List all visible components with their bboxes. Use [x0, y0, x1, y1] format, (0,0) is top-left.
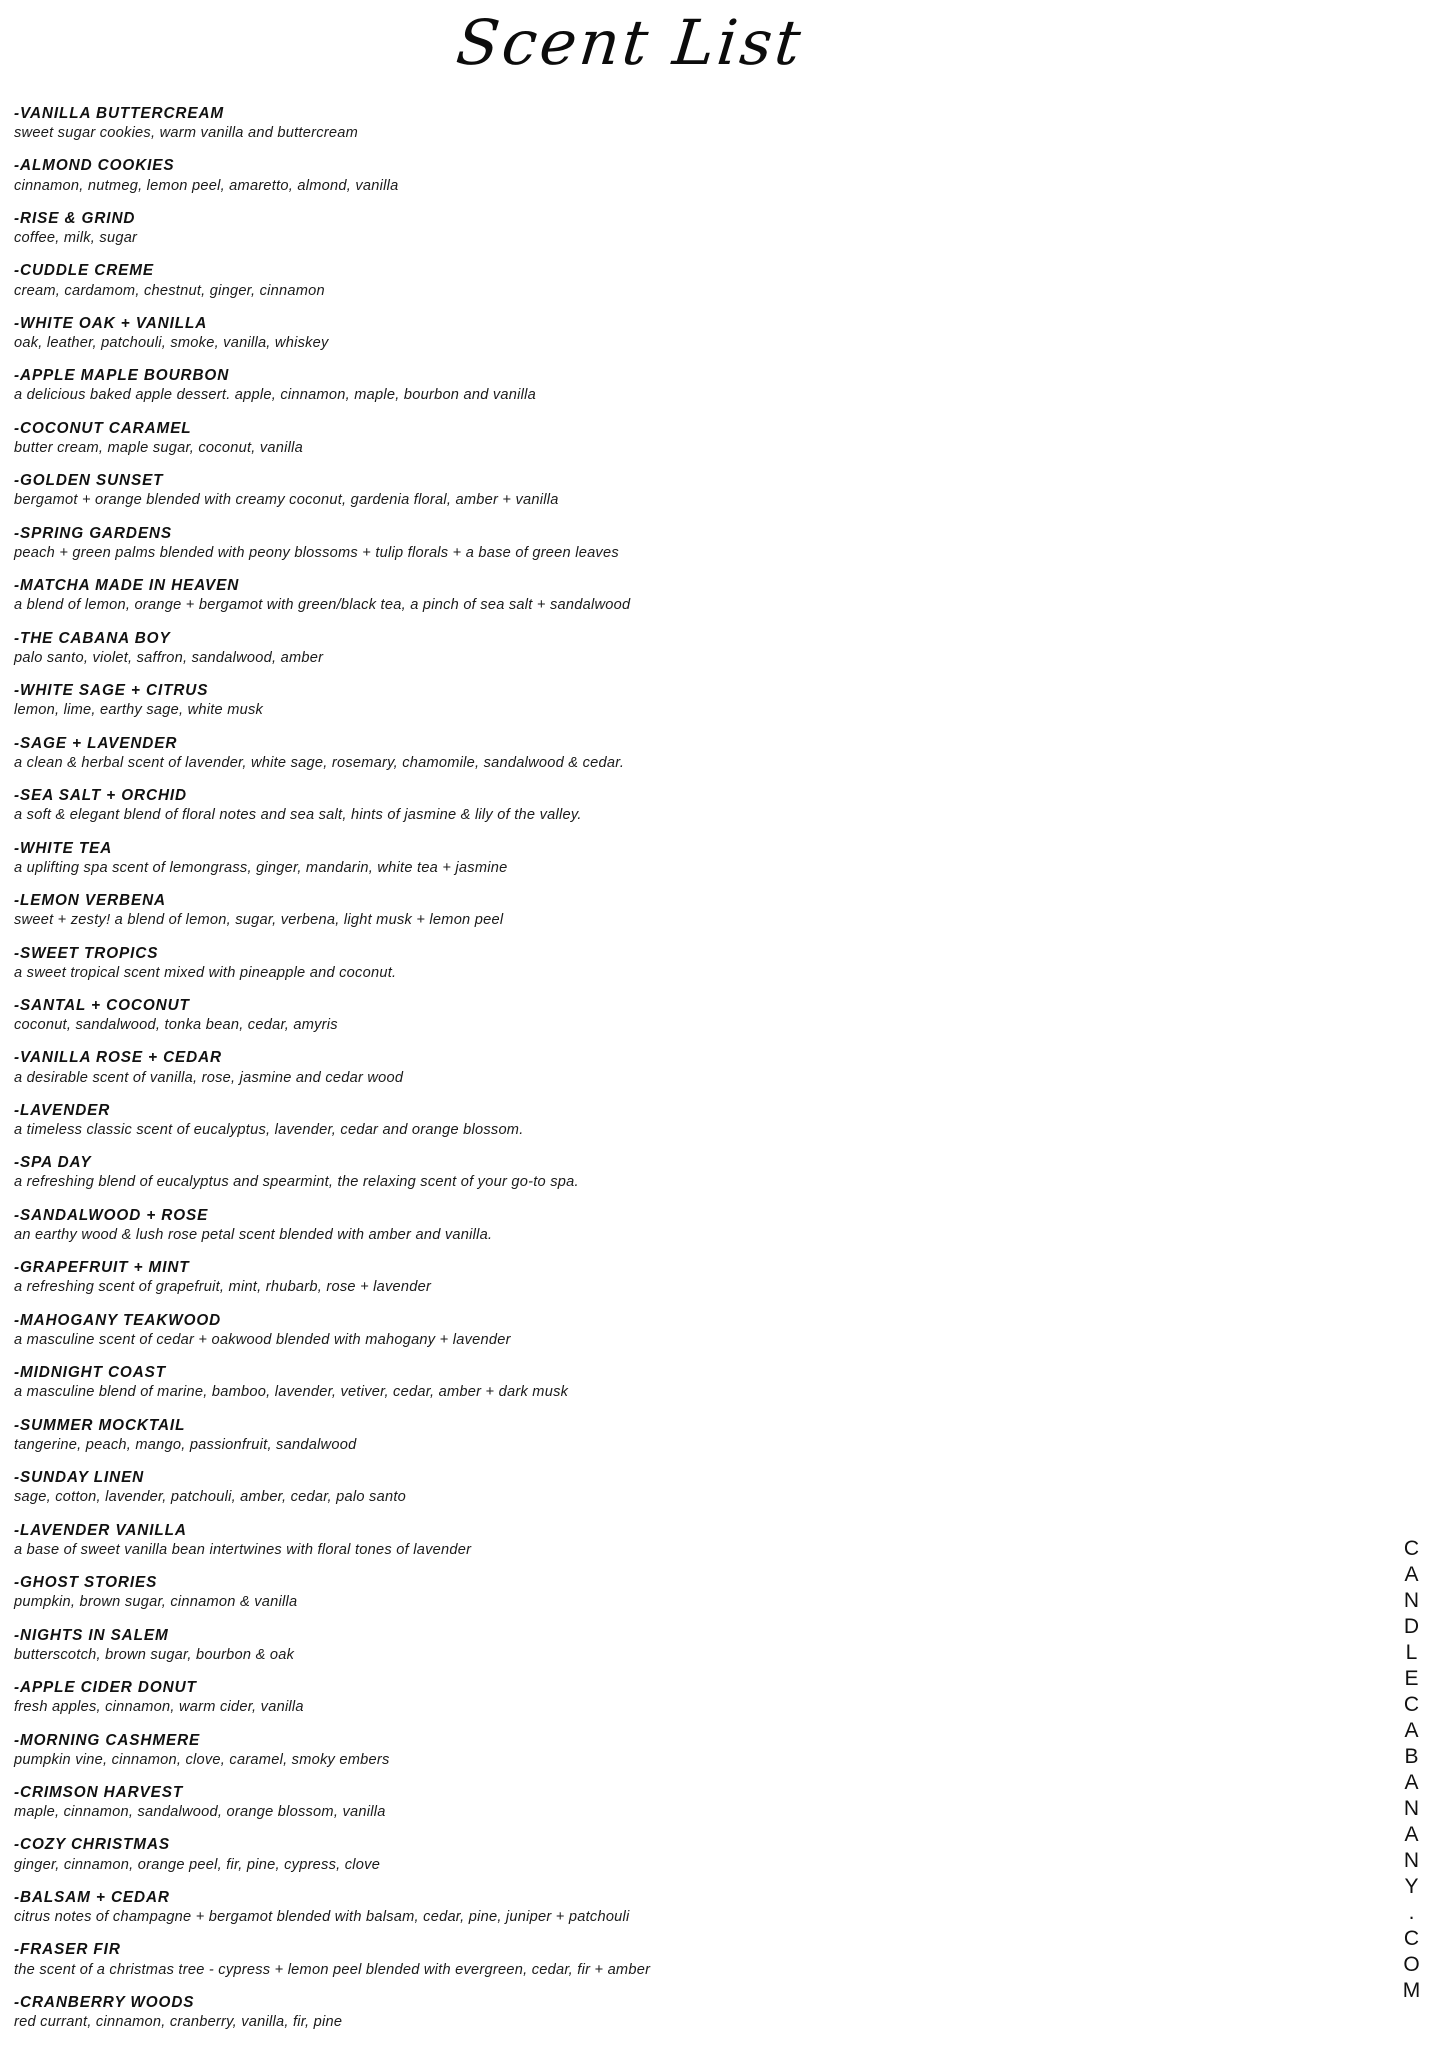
scent-entry	[14, 104, 1194, 143]
scent-name: -APPLE CIDER DONUT	[14, 1679, 197, 1697]
scent-name: -FRASER FIR	[14, 1941, 121, 1959]
scent-notes: cinnamon, nutmeg, lemon peel, amaretto, almond, vanilla	[14, 177, 399, 194]
scent-notes: a masculine blend of marine, bamboo, lavender, vetiver, cedar, amber + dark musk	[14, 1384, 569, 1401]
scent-entry	[14, 419, 1194, 458]
scent-notes: bergamot + orange blended with creamy coconut, gardenia floral, amber + vanilla	[14, 492, 559, 509]
scent-name: -LEMON VERBENA	[14, 892, 166, 910]
scent-entry	[14, 1888, 1194, 1927]
scent-notes: an earthy wood & lush rose petal scent blended with amber and vanilla.	[14, 1226, 493, 1243]
scent-notes: a desirable scent of vanilla, rose, jasmine and cedar wood	[14, 1069, 404, 1086]
scent-name: -COZY CHRISTMAS	[14, 1836, 170, 1854]
scent-entry	[14, 839, 1194, 878]
scent-entry	[14, 1153, 1194, 1192]
scent-notes: maple, cinnamon, sandalwood, orange blossom, vanilla	[14, 1804, 386, 1821]
scent-entry	[14, 1993, 1194, 2032]
scent-entry	[14, 1835, 1194, 1874]
scent-entry	[14, 156, 1194, 195]
scent-notes: pumpkin, brown sugar, cinnamon & vanilla	[14, 1594, 298, 1611]
scent-notes: a refreshing blend of eucalyptus and spearmint, the relaxing scent of your go-to spa.	[14, 1174, 579, 1191]
scent-list	[14, 104, 1194, 2045]
scent-name: -APPLE MAPLE BOURBON	[14, 367, 230, 385]
scent-notes: pumpkin vine, cinnamon, clove, caramel, smoky embers	[14, 1751, 390, 1768]
scent-notes: a soft & elegant blend of floral notes and sea salt, hints of jasmine & lily of the valley.	[14, 807, 582, 824]
scent-name: -LAVENDER	[14, 1101, 111, 1119]
scent-entry	[14, 314, 1194, 353]
scent-notes: a sweet tropical scent mixed with pineapple and coconut.	[14, 964, 397, 981]
scent-entry	[14, 629, 1194, 668]
scent-name: -GRAPEFRUIT + MINT	[14, 1259, 190, 1277]
scent-name: -SEA SALT + ORCHID	[14, 787, 188, 805]
scent-notes: red currant, cinnamon, cranberry, vanilla, fir, pine	[14, 2013, 343, 2030]
scent-name: -CUDDLE CREME	[14, 262, 155, 280]
scent-notes: butter cream, maple sugar, coconut, vanilla	[14, 439, 303, 456]
scent-notes: butterscotch, brown sugar, bourbon & oak	[14, 1646, 295, 1663]
scent-name: -SANDALWOOD + ROSE	[14, 1206, 209, 1224]
scent-entry	[14, 681, 1194, 720]
scent-name: -CRANBERRY WOODS	[14, 1993, 195, 2011]
scent-name: -SUNDAY LINEN	[14, 1469, 145, 1487]
scent-entry	[14, 734, 1194, 773]
scent-entry	[14, 1258, 1194, 1297]
scent-name: -CRIMSON HARVEST	[14, 1784, 184, 1801]
scent-notes: coffee, milk, sugar	[14, 230, 138, 247]
scent-entry	[14, 1678, 1194, 1717]
scent-notes: a timeless classic scent of eucalyptus, lavender, cedar and orange blossom.	[14, 1122, 524, 1139]
scent-entry	[14, 891, 1194, 930]
scent-name: -COCONUT CARAMEL	[14, 419, 192, 437]
scent-notes: cream, cardamom, chestnut, ginger, cinnamon	[14, 282, 325, 299]
scent-notes: a blend of lemon, orange + bergamot with green/black tea, a pinch of sea salt + sandalwood	[14, 597, 631, 614]
scent-notes: peach + green palms blended with peony blossoms + tulip florals + a base of green leaves	[14, 544, 619, 561]
scent-entry	[14, 1363, 1194, 1402]
scent-notes: a uplifting spa scent of lemongrass, ginger, mandarin, white tea + jasmine	[14, 859, 508, 876]
scent-notes: sweet + zesty! a blend of lemon, sugar, verbena, light musk + lemon peel	[14, 912, 504, 929]
scent-entry	[14, 1468, 1194, 1507]
scent-entry	[14, 366, 1194, 405]
scent-notes: a delicious baked apple dessert. apple, cinnamon, maple, bourbon and vanilla	[14, 387, 537, 404]
scent-name: -MORNING CASHMERE	[14, 1731, 201, 1749]
scent-name: -LAVENDER VANILLA	[14, 1521, 187, 1539]
scent-notes: lemon, lime, earthy sage, white musk	[14, 702, 264, 719]
scent-name: -SPRING GARDENS	[14, 524, 172, 542]
scent-notes: the scent of a christmas tree - cypress + lemon peel blended with evergreen, cedar, fir + amber	[14, 1961, 651, 1978]
scent-entry	[14, 1940, 1194, 1979]
scent-name: -MIDNIGHT COAST	[14, 1364, 167, 1382]
scent-notes: fresh apples, cinnamon, warm cider, vanilla	[14, 1699, 304, 1716]
scent-entry	[14, 1048, 1194, 1087]
scent-notes: a clean & herbal scent of lavender, white sage, rosemary, chamomile, sandalwood & cedar.	[14, 754, 625, 771]
scent-notes: oak, leather, patchouli, smoke, vanilla, whiskey	[14, 334, 329, 351]
scent-notes: a refreshing scent of grapefruit, mint, rhubarb, rose + lavender	[14, 1279, 432, 1296]
scent-name: -BALSAM + CEDAR	[14, 1888, 170, 1906]
scent-entry	[14, 786, 1194, 825]
scent-notes: a masculine scent of cedar + oakwood blended with mahogany + lavender	[14, 1331, 511, 1348]
scent-notes: citrus notes of champagne + bergamot blended with balsam, cedar, pine, juniper + patchouli	[14, 1909, 630, 1926]
scent-name: -VANILLA BUTTERCREAM	[14, 105, 225, 122]
scent-entry	[14, 471, 1194, 510]
scent-name: -SUMMER MOCKTAIL	[14, 1416, 186, 1434]
scent-name: -WHITE OAK + VANILLA	[14, 314, 208, 332]
scent-entry	[14, 524, 1194, 563]
website-watermark: CANDLECABANANY.COM	[1400, 1537, 1423, 2005]
scent-notes: ginger, cinnamon, orange peel, fir, pine, cypress, clove	[14, 1856, 381, 1873]
page-title: Scent List	[453, 6, 807, 79]
scent-entry	[14, 944, 1194, 983]
scent-name: -SANTAL + COCONUT	[14, 996, 190, 1014]
scent-name: -THE CABANA BOY	[14, 629, 171, 647]
scent-notes: sweet sugar cookies, warm vanilla and buttercream	[14, 125, 359, 142]
scent-name: -WHITE SAGE + CITRUS	[14, 682, 209, 700]
scent-name: -MAHOGANY TEAKWOOD	[14, 1311, 222, 1329]
scent-name: -NIGHTS IN SALEM	[14, 1626, 169, 1644]
scent-name: -GHOST STORIES	[14, 1574, 158, 1592]
scent-name: -SAGE + LAVENDER	[14, 734, 178, 752]
scent-entry	[14, 1731, 1194, 1770]
scent-name: -ALMOND COOKIES	[14, 157, 175, 175]
scent-name: -RISE & GRIND	[14, 209, 136, 227]
scent-name: -SWEET TROPICS	[14, 944, 159, 962]
scent-name: -VANILLA ROSE + CEDAR	[14, 1049, 222, 1067]
scent-entry	[14, 576, 1194, 615]
scent-entry	[14, 1206, 1194, 1245]
scent-name: -WHITE TEA	[14, 839, 113, 857]
scent-entry	[14, 1573, 1194, 1612]
scent-name: -MATCHA MADE IN HEAVEN	[14, 577, 240, 595]
scent-entry	[14, 1521, 1194, 1560]
scent-name: -GOLDEN SUNSET	[14, 472, 164, 490]
scent-entry	[14, 1101, 1194, 1140]
scent-entry	[14, 209, 1194, 248]
scent-notes: tangerine, peach, mango, passionfruit, sandalwood	[14, 1436, 357, 1453]
scent-notes: sage, cotton, lavender, patchouli, amber, cedar, palo santo	[14, 1489, 407, 1506]
scent-entry	[14, 261, 1194, 300]
scent-entry	[14, 1783, 1194, 1822]
scent-entry	[14, 1416, 1194, 1455]
scent-entry	[14, 996, 1194, 1035]
scent-entry	[14, 1311, 1194, 1350]
scent-notes: coconut, sandalwood, tonka bean, cedar, amyris	[14, 1017, 338, 1034]
scent-name: -SPA DAY	[14, 1154, 92, 1172]
scent-notes: a base of sweet vanilla bean intertwines with floral tones of lavender	[14, 1541, 472, 1558]
scent-notes: palo santo, violet, saffron, sandalwood, amber	[14, 649, 324, 666]
scent-entry	[14, 1626, 1194, 1665]
